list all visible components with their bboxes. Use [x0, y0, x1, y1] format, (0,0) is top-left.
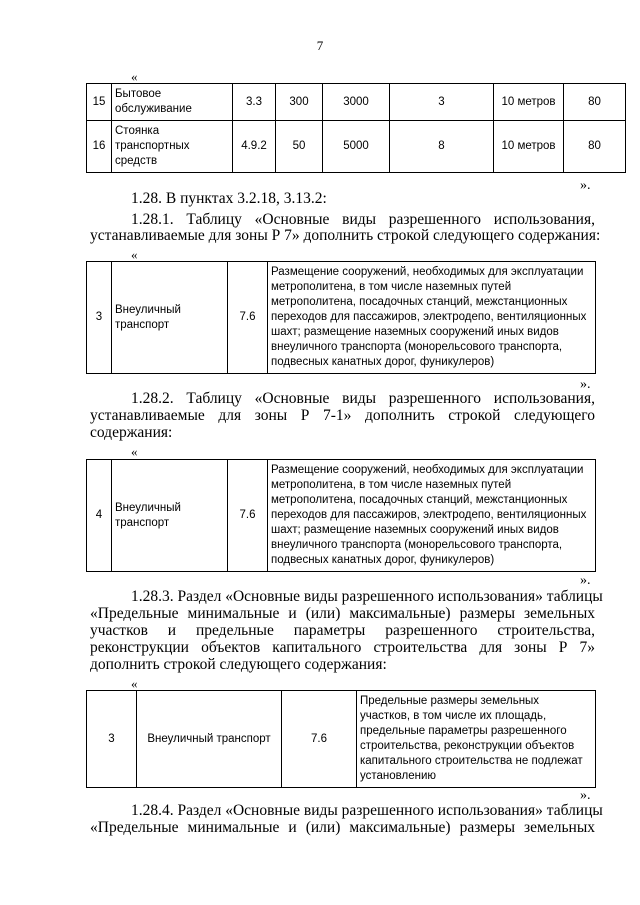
cell-value: 10 метров [494, 84, 564, 121]
use-name: Внеуличный транспорт [112, 460, 228, 572]
use-name: Внеуличный транспорт [137, 691, 282, 788]
page-number: 7 [316, 38, 324, 53]
table-row [87, 691, 596, 788]
table-3 [86, 459, 596, 572]
open-quote: « [131, 69, 138, 84]
use-code: 7.6 [228, 262, 268, 374]
table-4 [86, 690, 596, 788]
table-row [87, 121, 626, 173]
close-quote: ». [580, 573, 591, 588]
use-code: 7.6 [228, 460, 268, 572]
cell-value: 80 [564, 121, 626, 173]
paragraph-1-28-3-line: 1.28.3. Раздел «Основные виды разрешенного использования» таблицы [131, 588, 603, 605]
close-quote: ». [580, 178, 591, 193]
row-number: 4 [87, 460, 112, 572]
close-quote: ». [580, 788, 591, 803]
use-name: Внеуличный транспорт [112, 262, 228, 374]
paragraph-1-28-1-line: 1.28.1. Таблицу «Основные виды разрешенного использования, [131, 211, 595, 228]
use-name: Стоянка транспортных средств [112, 121, 233, 173]
paragraph-1-28-3-line: реконструкции объектов капитального строительства для зоны Р 7» [90, 639, 595, 656]
row-number: 15 [87, 84, 112, 121]
paragraph-1-28-2-line: 1.28.2. Таблицу «Основные виды разрешенного использования, [131, 390, 595, 407]
cell-value: 50 [276, 121, 323, 173]
table-2 [86, 261, 596, 374]
paragraph-1-28-3-line: «Предельные минимальные и (или) максимальные) размеры земельных [90, 605, 595, 622]
paragraph-1-28-2-line: содержания: [90, 424, 173, 441]
row-number: 3 [87, 262, 112, 374]
paragraph-1-28-4-line: «Предельные минимальные и (или) максимальные) размеры земельных [90, 819, 595, 836]
paragraph-1-28-2-line: устанавливаемые для зоны Р 7-1» дополнить строкой следующего [90, 407, 595, 424]
use-name: Бытовое обслуживание [112, 84, 233, 121]
use-description: Размещение сооружений, необходимых для эксплуатации метрополитена, в том числе наземных путей метрополитена, посадочных станций, межстанционных переходов для пассажиров, электродепо, вентиляционных шахт; размещение наземных сооружений иных видов внеуличного транспорта (монорельсового транспорта, подвесных канатных дорог, фуникулеров) [268, 262, 596, 374]
row-number: 3 [87, 691, 137, 788]
cell-value: 300 [276, 84, 323, 121]
paragraph-1-28-4-line: 1.28.4. Раздел «Основные виды разрешенного использования» таблицы [131, 802, 603, 819]
paragraph-1-28-3-line: дополнить строкой следующего содержания: [90, 656, 387, 673]
open-quote: « [131, 444, 138, 459]
row-number: 16 [87, 121, 112, 173]
cell-value: 8 [390, 121, 494, 173]
use-code: 3.3 [233, 84, 276, 121]
paragraph-1-28-1-line: устанавливаемые для зоны Р 7» дополнить строкой следующего содержания: [90, 227, 601, 244]
open-quote: « [131, 247, 138, 262]
paragraph-1-28: 1.28. В пунктах 3.2.18, 3.13.2: [131, 190, 327, 207]
close-quote: ». [580, 377, 591, 392]
cell-value: 80 [564, 84, 626, 121]
use-description: Предельные размеры земельных участков, в том числе их площадь, предельные параметры разрешенного строительства, реконструкции объектов капитального строительства не подлежат установлению [357, 691, 596, 788]
cell-value: 10 метров [494, 121, 564, 173]
paragraph-1-28-3-line: участков и предельные параметры разрешенного строительства, [90, 622, 595, 639]
open-quote: « [131, 676, 138, 691]
table-1 [86, 83, 626, 173]
cell-value: 5000 [323, 121, 390, 173]
use-code: 7.6 [282, 691, 357, 788]
table-row [87, 460, 596, 572]
cell-value: 3 [390, 84, 494, 121]
cell-value: 3000 [323, 84, 390, 121]
table-row [87, 84, 626, 121]
use-description: Размещение сооружений, необходимых для эксплуатации метрополитена, в том числе наземных путей метрополитена, посадочных станций, межстанционных переходов для пассажиров, электродепо, вентиляционных шахт; размещение наземных сооружений иных видов внеуличного транспорта (монорельсового транспорта, подвесных канатных дорог, фуникулеров) [268, 460, 596, 572]
use-code: 4.9.2 [233, 121, 276, 173]
table-row [87, 262, 596, 374]
